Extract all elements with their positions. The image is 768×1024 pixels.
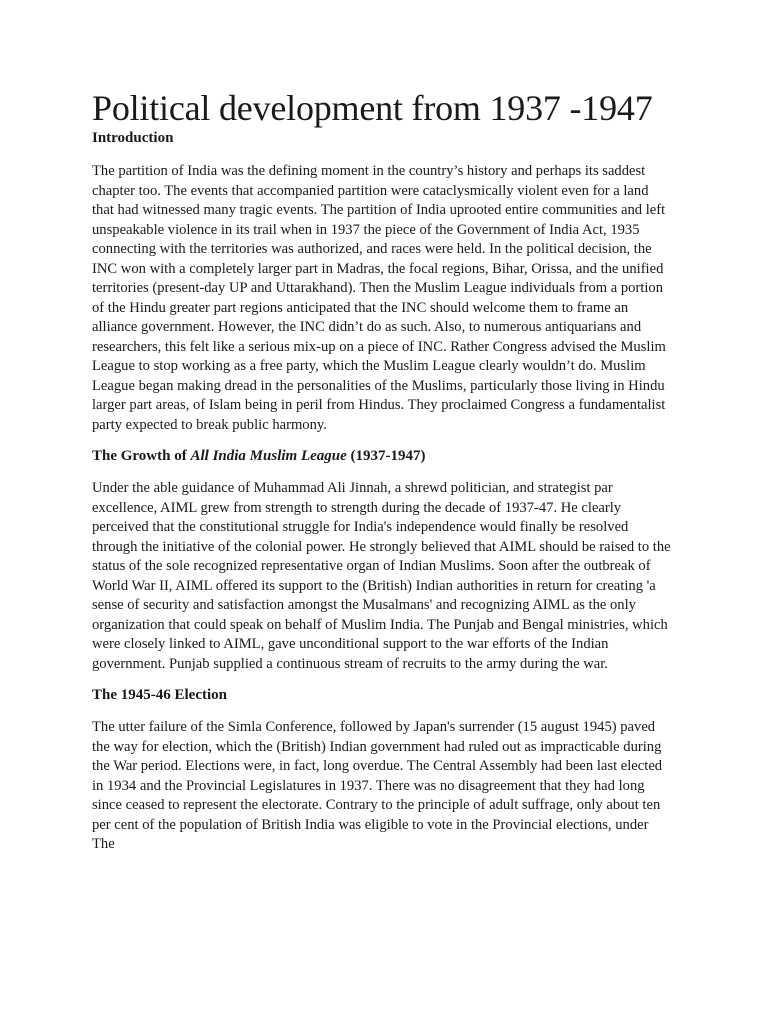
heading-suffix: (1937-1947): [346, 448, 426, 464]
section-body-growth-aiml: Under the able guidance of Muhammad Ali Jinnah, a shrewd politician, and strategist par excellence, AIML grew from strength to strength during the decade of 1937-47. He clearly perceived that the constitutional struggle for India's independence would finally be resolved through the initiative of the colonial power. He strongly believed that AIML should be raised to the status of the sole recognized representative organ of Indian Muslims. Soon after the outbreak of World War II, AIML offered its support to the (British) Indian authorities in return for creating 'a sense of security and satisfaction amongst the Musalmans' and recognizing AIML as the only organization that could speak on behalf of Muslim India. The Punjab and Bengal ministries, which were closely linked to AIML, gave unconditional support to the war efforts of the Indian government. Punjab supplied a continuous stream of recruits to the army during the war.: [92, 480, 671, 672]
section-heading-election: The 1945-46 Election: [92, 687, 227, 703]
section-heading-introduction: Introduction: [92, 130, 174, 146]
section-body-introduction: The partition of India was the defining moment in the country’s history and perhaps its saddest chapter too. The events that accompanied partition were cataclysmically violent even for a land that had witnessed many tragic events. The partition of India uprooted entire communities and left unspeakable violence in its trail when in 1937 the piece of the Government of India Act, 1935 connecting with the territories was authorized, and races were held. In the political decision, the INC won with a completely larger part in Madras, the focal regions, Bihar, Orissa, and the unified territories (present-day UP and Uttarakhand). Then the Muslim League individuals from a portion of the Hindu greater part regions anticipated that the INC should welcome them to frame an alliance government. However, the INC didn’t do as such. Also, to numerous antiquarians and researchers, this felt like a serious mix-up on a piece of INC. Rather Congress advised the Muslim League to stop working as a free party, which the Muslim League clearly wouldn’t do. Muslim League began making dread in the personalities of the Muslims, particularly those living in Hindu larger part areas, of Islam being in peril from Hindus. They proclaimed Congress a fundamentalist party expected to break public harmony.: [92, 163, 666, 433]
section-heading-growth-aiml: [92, 446, 672, 466]
document-page: [92, 88, 672, 855]
section-body-election: The utter failure of the Simla Conference, followed by Japan's surrender (15 august 1945) paved the way for election, which the (British) Indian government had ruled out as impracticable during the War period. Elections were, in fact, long overdue. The Central Assembly had been last elected in 1934 and the Provincial Legislatures in 1937. There was no disagreement that they had long since ceased to represent the electorate. Contrary to the principle of adult suffrage, only about ten per cent of the population of British India was eligible to vote in the Provincial elections, under The: [92, 719, 663, 852]
heading-prefix: The Growth of: [92, 448, 191, 464]
document-title: Political development from 1937 -1947: [92, 88, 653, 128]
heading-italic: All India Muslim League: [190, 448, 347, 464]
